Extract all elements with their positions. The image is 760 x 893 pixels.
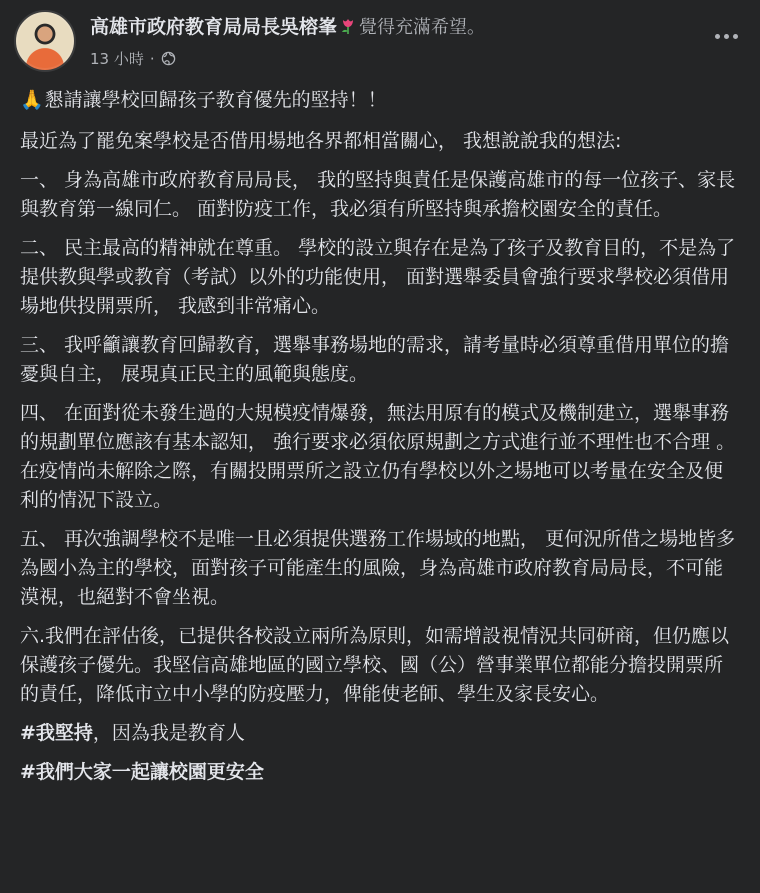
hashtag-link[interactable]: #我堅持 <box>20 722 93 744</box>
feeling-text: 覺得充滿希望。 <box>359 17 486 38</box>
more-options-icon-dot <box>733 34 738 39</box>
hashtag-line-2 <box>20 758 738 787</box>
hashtag-link[interactable]: #我們大家一起讓校園更安全 <box>20 761 264 783</box>
post-point-2: 二、 民主最高的精神就在尊重。 學校的設立與存在是為了孩子及教育目的，不是為了提供教與學或教育（考試）以外的功能使用， 面對選舉委員會強行要求學校必須借用場地供投開票所， 我感到非常痛心。 <box>20 237 736 317</box>
post-point-3: 三、 我呼籲讓教育回歸教育，選舉事務場地的需求，請考量時必須尊重借用單位的擔憂與自主， 展現真正民主的風範與態度。 <box>20 334 730 385</box>
avatar[interactable] <box>14 10 76 72</box>
post-title-text: 懇請讓學校回歸孩子教育優先的堅持！！ <box>44 89 387 111</box>
author-name[interactable]: 高雄市政府教育局局長吳榕峯 <box>90 16 338 38</box>
praying-hands-icon: 🙏 <box>20 89 44 111</box>
avatar-ring <box>16 12 74 70</box>
post-time[interactable]: 13 小時 <box>90 50 144 68</box>
more-options-icon <box>715 34 720 39</box>
hashtag-suffix: ，因為我是教育人 <box>92 722 245 744</box>
more-options-button[interactable] <box>710 24 742 48</box>
tulip-icon <box>339 17 357 35</box>
post-point-5: 五、 再次強調學校不是唯一且必須提供選務工作場域的地點， 更何況所借之場地皆多為國小為主的學校，面對孩子可能產生的風險，身為高雄市政府教育局局長，不可能漠視，也絕對不會坐視。 <box>20 528 736 608</box>
meta-separator: · <box>149 49 155 68</box>
post-point-4: 四、 在面對從未發生過的大規模疫情爆發，無法用原有的模式及機制建立，選舉事務的規劃單位應該有基本認知， 強行要求必須依原規劃之方式進行並不理性也不合理 。在疫情尚未解除之際，有關投開票所之設立仍有學校以外之場地可以考量在安全及便利的情況下設立。 <box>20 402 736 511</box>
hashtag-line-1 <box>20 719 738 748</box>
post-point-6: 六.我們在評估後，已提供各校設立兩所為原則，如需增設視情況共同研商，但仍應以保護孩子優先。我堅信高雄地區的國立學校、國（公）營事業單位都能分擔投開票所的責任，降低市立中小學的防疫壓力，俾能使老師、學生及家長安心。 <box>20 625 730 705</box>
post-title <box>20 86 738 115</box>
post-header <box>14 10 746 74</box>
post-body <box>20 86 738 797</box>
globe-icon <box>161 51 176 66</box>
more-options-icon-dot <box>724 34 729 39</box>
post-meta <box>90 48 176 69</box>
post-intro: 最近為了罷免案學校是否借用場地各界都相當關心， 我想說說我的想法: <box>20 130 622 152</box>
post-point-1: 一、 身為高雄市政府教育局局長， 我的堅持與責任是保護高雄市的每一位孩子、家長與教育第一線同仁。 面對防疫工作，我必須有所堅持與承擔校園安全的責任。 <box>20 169 736 220</box>
author-line <box>90 14 485 41</box>
